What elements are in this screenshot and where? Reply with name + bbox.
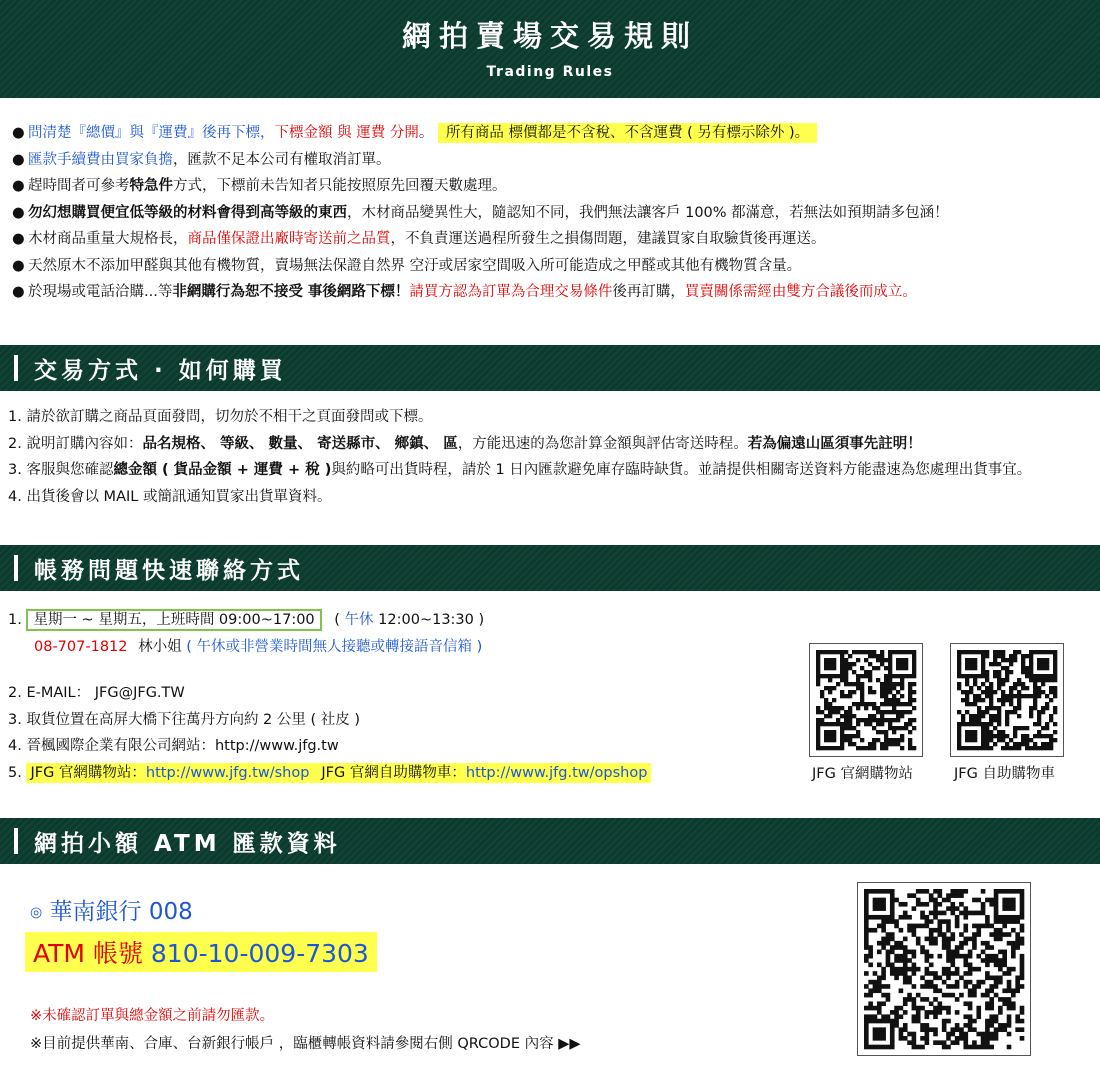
shop-link[interactable]: http://www.jfg.tw/shop [145, 764, 310, 781]
rule-item [0, 147, 1100, 174]
text-run: 方式，下標前未告知者只能按照原先回覆天數處理。 [173, 178, 507, 194]
bullet-icon: ● [12, 231, 25, 247]
page-subtitle: Trading Rules [486, 64, 614, 80]
text-run: 1. 請於欲訂購之商品頁面發問，切勿於不相干之頁面發問或下標。 [8, 409, 433, 425]
business-hours: 星期一 ~ 星期五，上班時間 09:00~17:00 [26, 609, 321, 631]
qr-caption-shop: JFG 官網購物站 [812, 766, 913, 782]
text-run: 所有商品 標價都是不含稅、不含運費 ( 另有標示除外 )。 [438, 123, 817, 143]
item-number: 1. [8, 612, 22, 628]
atm-label: ATM 帳號 [33, 939, 143, 968]
section-title: 交易方式 · 如何購買 [34, 358, 287, 384]
text-run: 與約略可出貨時程，請於 1 日內匯款避免庫存臨時缺貨。並請提供相關寄送資料方能盡速為您處理出貨事宜。 [331, 462, 1032, 478]
text-run: ，匯款不足本公司有權取消訂單。 [173, 151, 391, 168]
atm-number: 810-10-009-7303 [150, 939, 369, 968]
text-run: ，不負責運送過程所發生之損傷問題，建議買家自取驗貨後再運送。 [390, 231, 826, 247]
text-run: 3. 客服與您確認 [8, 462, 114, 478]
text-run: 天然原木不添加甲醛與其他有機物質，賣場無法保證自然界 空汙或居家空間吸入所可能造成之甲醛或其他有機物質含量。 [28, 257, 802, 274]
list-item [8, 484, 1100, 511]
bullet-icon: ● [12, 257, 25, 274]
bank-label: 華南銀行 008 [49, 899, 193, 925]
list-item [8, 404, 1100, 431]
list-item [8, 457, 1100, 484]
section-bar [14, 555, 18, 581]
text-run: 若為偏遠山區須事先註明！ [747, 435, 922, 452]
how-to-buy-list [8, 404, 1100, 510]
text-run: ，木材商品變異性大，隨認知不同，我們無法讓客戶 100% 都滿意，若無法如預期請多包涵！ [347, 204, 949, 221]
pickup-item: 3. 取貨位置在高屏大橋下往萬丹方向約 2 公里 ( 社皮 ) [8, 711, 361, 728]
text-run: 。 [418, 125, 438, 141]
text-run: 買賣關係需經由雙方合議後而成立。 [684, 284, 917, 300]
list-item [8, 607, 1100, 634]
bullet-icon: ● [12, 125, 25, 141]
website-item[interactable]: 4. 晉楓國際企業有限公司網站：http://www.jfg.tw [8, 738, 339, 754]
rule-item [0, 279, 1100, 306]
bullet-icon: ● [12, 284, 25, 300]
text-run: 品名規格、 等級、 數量、 寄送縣市、 鄉鎮、 區 [142, 435, 458, 452]
text-run: ，方能迅速的為您計算金額與評估寄送時程。 [457, 435, 748, 452]
text-run: 總金額 ( 貨品金額 + 運費 + 稅 ) [113, 462, 332, 478]
rule-item [0, 120, 1100, 147]
bank-name [30, 893, 193, 926]
section-bar [14, 828, 18, 854]
qr-caption-cart: JFG 自助購物車 [954, 766, 1055, 782]
bullet-icon: ● [12, 151, 25, 168]
text-run: 4. 出貨後會以 MAIL 或簡訊通知買家出貨單資料。 [8, 488, 332, 505]
phone-number[interactable]: 08-707-1812 [34, 638, 128, 655]
lunch-break: ( 午休 12:00~13:30 ) [334, 612, 485, 628]
section-bar [14, 355, 18, 381]
text-run: 於現場或電話洽購...等 [28, 284, 173, 300]
text-run: 趕時間者可參考 [28, 178, 130, 194]
bullet-icon: ● [12, 204, 25, 221]
rule-item [0, 200, 1100, 227]
text-run: 問清楚『總價』與『運費』後再下標， [28, 125, 275, 141]
bullet-icon: ● [12, 178, 25, 194]
bullet-icon: ◎ [30, 904, 43, 921]
item-number: 5. [8, 764, 27, 781]
list-item [8, 431, 1100, 458]
contact-list [8, 607, 1100, 786]
email-item[interactable]: 2. E-MAIL： JFG@JFG.TW [8, 685, 185, 701]
qr-code-cart[interactable] [950, 643, 1064, 757]
text-run: 特急件 [129, 178, 173, 194]
atm-account [25, 932, 377, 972]
section-header-atm [0, 818, 1100, 864]
text-run: 非網購行為恕不接受 事後網路下標！ [172, 284, 410, 300]
text-run: 下標金額 與 運費 分開 [274, 125, 419, 141]
text-run: 2. 說明訂購內容如： [8, 435, 143, 452]
shop-links: JFG 官網購物站：http://www.jfg.tw/shop JFG 官網自助購物車：http://www.jfg.tw/opshop [26, 763, 651, 783]
phone-note: ( 午休或非營業時間無人接聽或轉接語音信箱 ) [186, 638, 483, 655]
qr-code-bank[interactable] [857, 882, 1031, 1056]
rule-item [0, 226, 1100, 253]
text-run: 請買方認為訂單為合理交易條件 [409, 284, 613, 300]
rules-list [0, 120, 1100, 306]
rule-item [0, 173, 1100, 200]
section-header-contact [0, 545, 1100, 591]
header-banner [0, 0, 1100, 98]
text-run: 匯款手續費由買家負擔 [28, 151, 173, 168]
warning-note: ※未確認訂單與總金額之前請勿匯款。 [30, 1008, 275, 1024]
text-run: 勿幻想購買便宜低等級的材料會得到高等級的東西 [28, 204, 347, 221]
section-header-how-to-buy [0, 345, 1100, 391]
cart-link[interactable]: http://www.jfg.tw/opshop [465, 764, 648, 781]
text-run: 商品僅保證出廠時寄送前之品質 [187, 231, 391, 247]
list-item [8, 760, 1100, 787]
section-title: 帳務問題快速聯絡方式 [34, 558, 304, 584]
text-run: 後再訂購， [612, 284, 685, 300]
section-title: 網拍小額 ATM 匯款資料 [34, 831, 341, 857]
rule-item [0, 253, 1100, 280]
page-title: 網拍賣場交易規則 [401, 19, 698, 53]
bank-note: ※目前提供華南、合庫、台新銀行帳戶 ，臨櫃轉帳資料請參閱右側 QRCODE 內容 ▶▶ [30, 1036, 581, 1052]
text-run: 木材商品重量大規格長， [28, 231, 188, 247]
contact-person: 林小姐 [138, 638, 182, 655]
list-item [8, 634, 1100, 661]
qr-code-shop[interactable] [809, 643, 923, 757]
